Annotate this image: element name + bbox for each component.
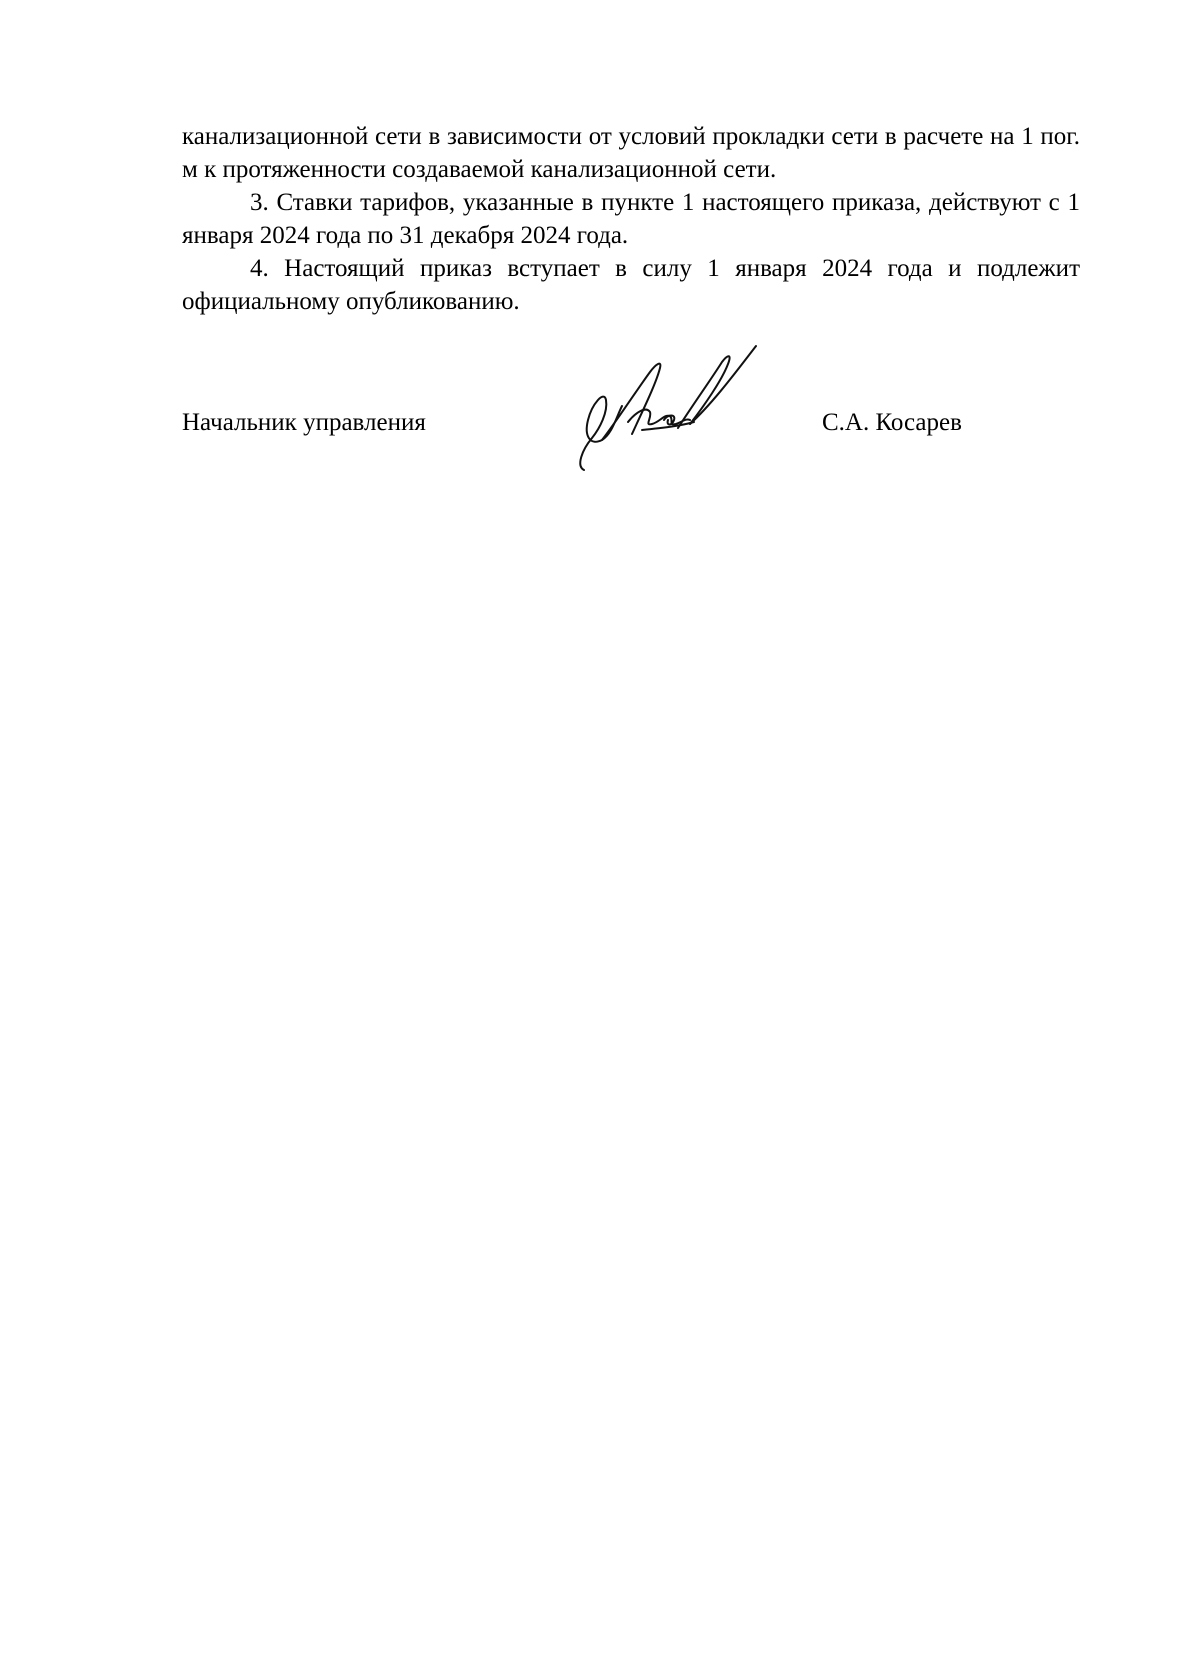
paragraph-item-3: 3. Ставки тарифов, указанные в пункте 1 настоящего приказа, действуют с 1 января 2024 года по 31 декабря 2024 года. (182, 189, 1080, 249)
handwritten-signature (572, 342, 772, 482)
paragraph-item-4: 4. Настоящий приказ вступает в силу 1 января 2024 года и подлежит официальному опубликованию. (182, 255, 1080, 315)
signatory-name: С.А. Косарев (822, 409, 962, 436)
signature-drawing (572, 342, 772, 482)
paragraph-continuation: канализационной сети в зависимости от условий прокладки сети в расчете на 1 пог. м к протяженности создаваемой канализационной сети. (182, 123, 1080, 183)
document-body (182, 120, 1080, 318)
signatory-position: Начальник управления (182, 409, 426, 436)
